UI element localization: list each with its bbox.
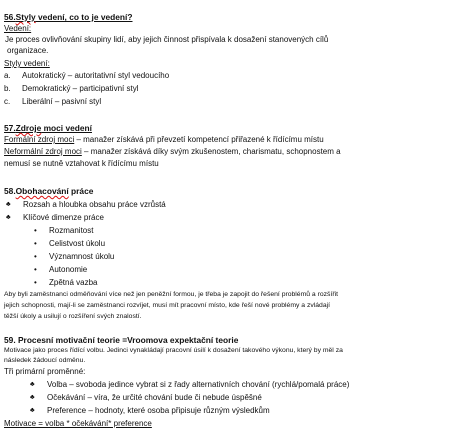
club-icon: ♣ <box>6 214 11 221</box>
vedeni-definition-line1: Je proces ovlivňování skupiny lidí, aby jejich činnost přispívala k dosažení stanovených cílů <box>5 35 329 44</box>
variables-label: Tři primární proměnné: <box>4 367 86 376</box>
bullet-dot-icon: • <box>34 239 37 248</box>
vedeni-definition-line2: organizace. <box>7 46 49 55</box>
bullet-dot-icon: • <box>34 278 37 287</box>
style-item: Liberální – pasivní styl <box>22 97 102 106</box>
motivation-formula: Motivace = volba * očekávání* preference <box>4 419 152 428</box>
vedeni-label: Vedení: <box>4 24 32 33</box>
club-icon: ♣ <box>30 381 35 388</box>
enrichment-paragraph-line2: jejich schopnosti, mají-li se zaměstnanci rozvíjet, musí mít pracovní místo, kde řeší nové problémy a zvládají <box>4 302 331 309</box>
variable-item: Očekávání – víra, že určité chování bude či nebude úspěšné <box>47 393 262 402</box>
style-item-marker: a. <box>4 71 11 80</box>
heading-59: 59. Procesní motivační teorie =Vroomova expektační teorie <box>4 335 239 345</box>
informal-power-label: Neformální zdroj moci <box>4 147 82 156</box>
club-icon: ♣ <box>30 394 35 401</box>
job-dimension: Významnost úkolu <box>49 252 115 261</box>
variable-item: Preference – hodnoty, které osoba připisuje různým výsledkům <box>47 406 270 415</box>
motivation-paragraph-line2: následek žádoucí odměnu. <box>4 357 86 364</box>
styly-label: Styly vedení: <box>4 59 50 68</box>
club-icon: ♣ <box>6 201 11 208</box>
style-item-marker: c. <box>4 97 11 106</box>
job-dimension: Autonomie <box>49 265 88 274</box>
enrichment-item: Klíčové dimenze práce <box>23 213 104 222</box>
heading-56: 56.Styly vedení, co to je vedení? <box>4 12 133 22</box>
formal-power-line: Formální zdroj moci – manažer získává při převzetí kompetencí přiřazené k řídícímu místu <box>4 135 324 144</box>
style-item: Autokratický – autoritativní styl vedoucího <box>22 71 170 80</box>
enrichment-item: Rozsah a hloubka obsahu práce vzrůstá <box>23 200 166 209</box>
job-dimension: Zpětná vazba <box>49 278 98 287</box>
informal-power-line2: nemusí se nutně vztahovat k řídícímu místu <box>4 159 159 168</box>
bullet-dot-icon: • <box>34 252 37 261</box>
heading-57: 57.Zdroje moci vedení <box>4 123 92 133</box>
enrichment-paragraph-line3: těžší úkoly a usilují o rozšíření svých znalostí. <box>4 313 142 320</box>
motivation-paragraph-line1: Motivace jako proces řídící volbu. Jedinci vynakládají pracovní úsilí k dosažení takového výkonu, který by měl za <box>4 347 343 354</box>
informal-power-line: Neformální zdroj moci – manažer získává díky svým zkušenostem, charismatu, schopnostem a <box>4 147 341 156</box>
heading-58: 58.Obohacování práce <box>4 186 94 196</box>
club-icon: ♣ <box>30 407 35 414</box>
style-item: Demokratický – participativní styl <box>22 84 139 93</box>
job-dimension: Celistvost úkolu <box>49 239 106 248</box>
bullet-dot-icon: • <box>34 226 37 235</box>
formal-power-label: Formální zdroj moci <box>4 135 75 144</box>
variable-item: Volba – svoboda jedince vybrat si z řady alternativních chování (rychlá/pomalá práce) <box>47 380 350 389</box>
style-item-marker: b. <box>4 84 11 93</box>
bullet-dot-icon: • <box>34 265 37 274</box>
enrichment-paragraph-line1: Aby byli zaměstnanci odměňování více než jen peněžní formou, je třeba je zapojit do řešení problémů a rozšířit <box>4 291 338 298</box>
job-dimension: Rozmanitost <box>49 226 94 235</box>
